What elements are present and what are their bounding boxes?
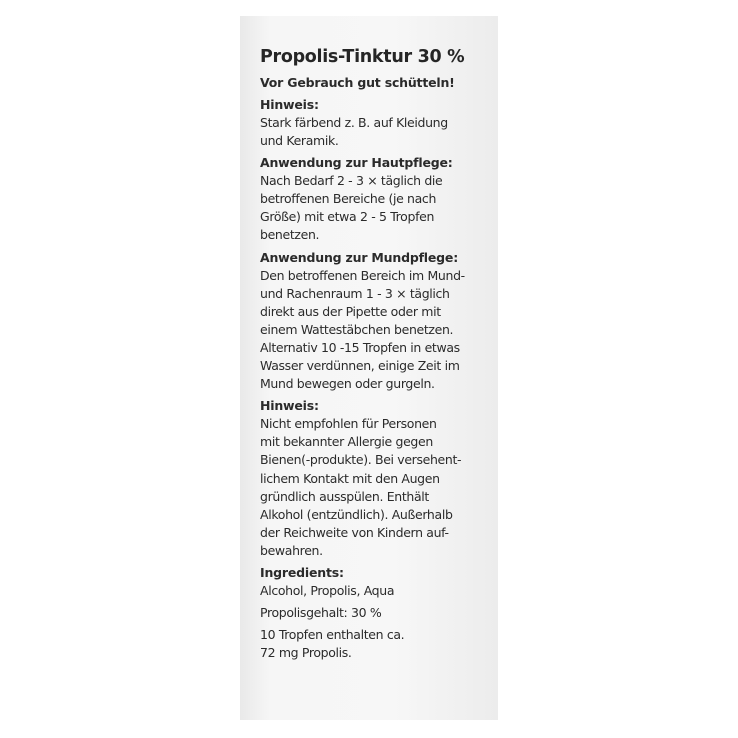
hinweis-2-line: bewahren. bbox=[260, 542, 323, 558]
tropfen-section bbox=[260, 626, 496, 662]
hinweis-2-line: Alkohol (entzündlich). Außerhalb bbox=[260, 506, 453, 522]
shake-instruction: Vor Gebrauch gut schütteln! bbox=[260, 75, 455, 90]
propolisgehalt-section bbox=[260, 604, 496, 622]
label-content bbox=[260, 46, 496, 666]
hinweis-heading-1: Hinweis: bbox=[260, 97, 319, 112]
mundpflege-line: und Rachenraum 1 - 3 × täglich bbox=[260, 285, 450, 301]
product-title: Propolis-Tinktur 30 % bbox=[260, 47, 465, 67]
mundpflege-heading: Anwendung zur Mundpflege: bbox=[260, 249, 458, 265]
hinweis-2-line: gründlich ausspülen. Enthält bbox=[260, 488, 429, 504]
mundpflege-line: einem Wattestäbchen benetzen. bbox=[260, 321, 454, 337]
hinweis-2-line: der Reichweite von Kindern auf- bbox=[260, 524, 449, 540]
tropfen-line: 72 mg Propolis. bbox=[260, 645, 352, 661]
hinweis-2-line: lichem Kontakt mit den Augen bbox=[260, 470, 440, 486]
tropfen-line: 10 Tropfen enthalten ca. bbox=[260, 627, 405, 643]
hinweis-1-line: Stark färbend z. B. auf Kleidung bbox=[260, 115, 448, 130]
hinweis-2-line: Nicht empfohlen für Personen bbox=[260, 416, 437, 432]
mundpflege-line: Mund bewegen oder gurgeln. bbox=[260, 376, 435, 392]
hautpflege-section bbox=[260, 154, 496, 244]
hinweis-1-line: und Keramik. bbox=[260, 133, 339, 149]
propolisgehalt-text: Propolisgehalt: 30 % bbox=[260, 605, 382, 621]
hautpflege-line: Größe) mit etwa 2 - 5 Tropfen bbox=[260, 209, 435, 225]
mundpflege-line: Den betroffenen Bereich im Mund- bbox=[260, 267, 465, 283]
hinweis-2-line: Bienen(-produkte). Bei versehent- bbox=[260, 452, 462, 468]
mundpflege-line: Wasser verdünnen, einige Zeit im bbox=[260, 358, 460, 374]
hinweis-2-line: mit bekannter Allergie gegen bbox=[260, 434, 433, 450]
product-label bbox=[240, 16, 498, 720]
hautpflege-line: benetzen. bbox=[260, 227, 320, 243]
hautpflege-heading: Anwendung zur Hautpflege: bbox=[260, 155, 453, 171]
ingredients-list: Alcohol, Propolis, Aqua bbox=[260, 582, 395, 598]
hinweis-heading-2: Hinweis: bbox=[260, 398, 319, 414]
ingredients-section bbox=[260, 564, 496, 600]
mundpflege-line: direkt aus der Pipette oder mit bbox=[260, 303, 441, 319]
hinweis-section-1 bbox=[260, 96, 496, 150]
mundpflege-section bbox=[260, 249, 496, 394]
hautpflege-line: Nach Bedarf 2 - 3 × täglich die bbox=[260, 173, 443, 189]
ingredients-heading: Ingredients: bbox=[260, 564, 344, 580]
hautpflege-line: betroffenen Bereiche (je nach bbox=[260, 191, 437, 207]
mundpflege-line: Alternativ 10 -15 Tropfen in etwas bbox=[260, 339, 460, 355]
hinweis-section-2 bbox=[260, 397, 496, 560]
